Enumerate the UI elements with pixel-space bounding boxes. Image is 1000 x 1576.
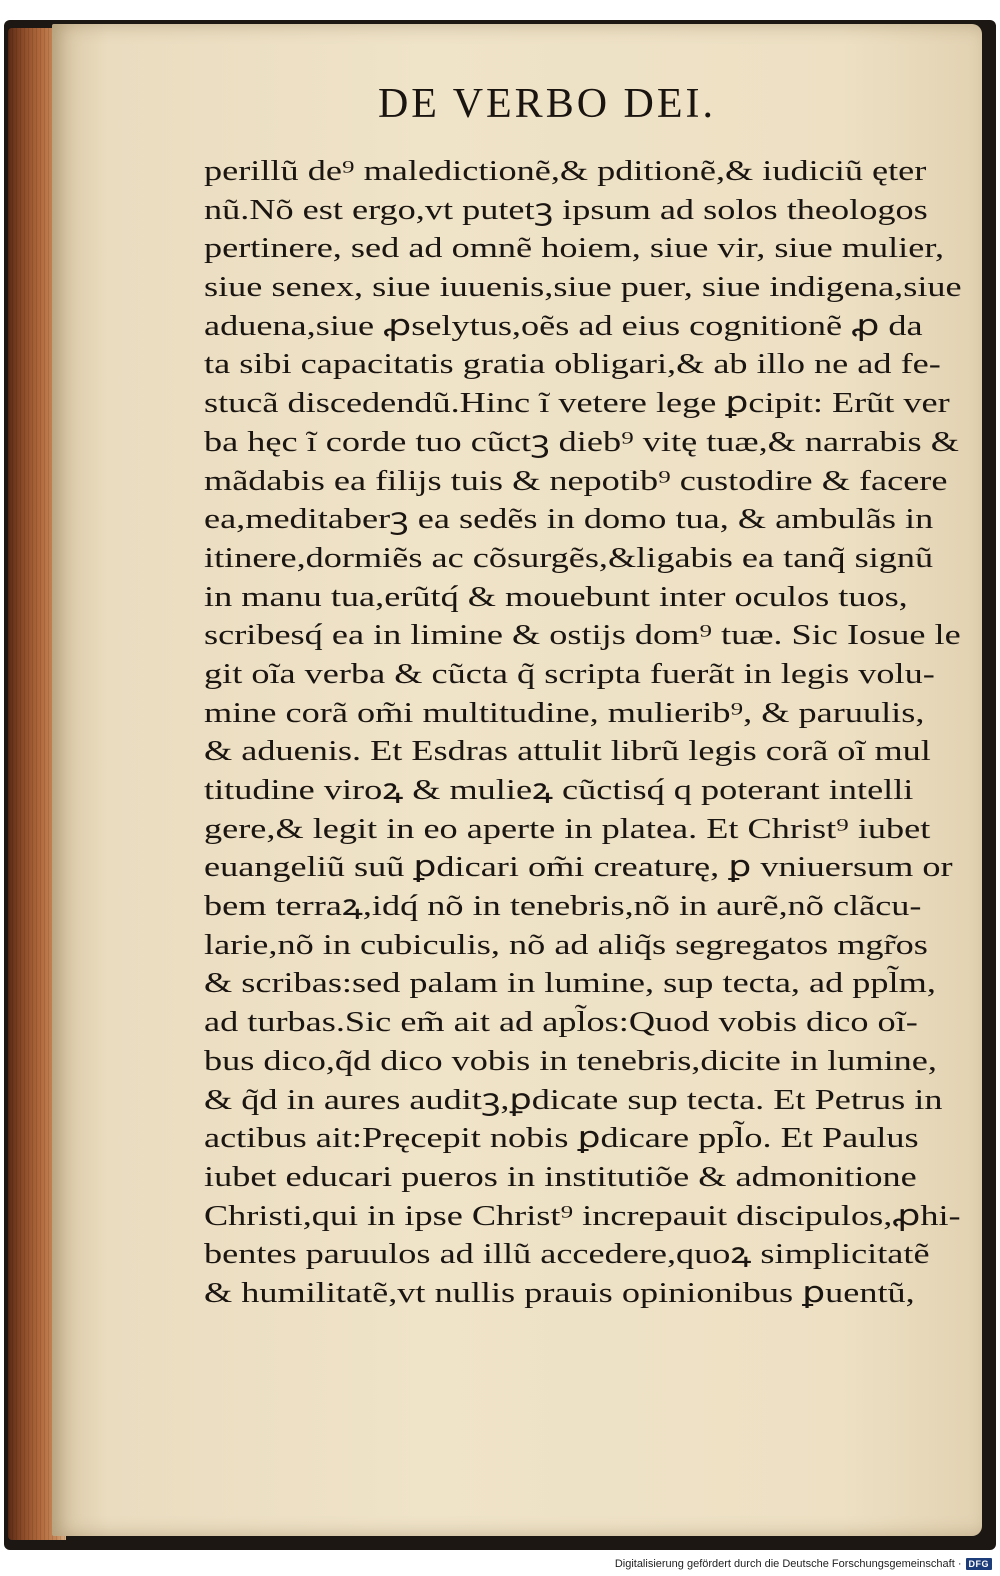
- text-line: & humilitatẽ,vt nullis prauis opinionibus ꝑuentũ,: [204, 1276, 915, 1309]
- text-line: stucã discedendũ.Hinc ĩ vetere lege ꝑcipit: Erũt ver: [204, 387, 950, 420]
- text-line: actibus ait:Pręcepit nobis ꝑdicare ppl̃o. Et Paulus: [204, 1122, 919, 1155]
- text-line: & aduenis. Et Esdras attulit librũ legis corã oĩ mul: [204, 735, 931, 768]
- text-block: [204, 152, 984, 1313]
- text-line: pertinere, sed ad omnẽ hoiem, siue vir, siue mulier,: [204, 232, 945, 265]
- text-line: titudine viroꝝ & mulieꝝ cũctisq́ q poterant intelli: [204, 774, 914, 806]
- text-line: bentes paruulos ad illũ accedere,quoꝝ simplicitatẽ: [204, 1238, 930, 1271]
- text-line: git oĩa verba & cũcta q̃ scripta fuerãt in legis volu-: [204, 657, 935, 690]
- text-line: Christi,qui in ipse Christ⁹ increpauit discipulos,ꝓhi-: [204, 1199, 961, 1232]
- text-line: ta sibi capacitatis gratia obligari,& ab illo ne ad fe-: [204, 348, 941, 381]
- book-page: [52, 24, 982, 1536]
- text-line: ea,meditaberꝫ ea sedẽs in domo tua, & ambulãs in: [204, 503, 934, 536]
- text-line: ba hęc ĩ corde tuo cũctꝫ dieb⁹ vitę tuæ,& narrabis &: [204, 425, 959, 458]
- text-line: in manu tua,erũtq́ & mouebunt inter oculos tuos,: [204, 580, 908, 613]
- text-line: iubet educari pueros in institutiõe & admonitione: [204, 1160, 917, 1193]
- text-line: euangeliũ suũ ꝑdicari om̃i creaturę, ꝑ vniuersum or: [204, 851, 953, 884]
- text-line: & q̃d in aures auditꝫ,ꝑdicate sup tecta. Et Petrus in: [204, 1083, 943, 1116]
- text-line: ad turbas.Sic em̃ ait ad apl̃os:Quod vobis dico oĩ-: [204, 1006, 918, 1039]
- text-line: aduena,siue ꝓselytus,oẽs ad eius cognitionẽ ꝓ da: [204, 309, 923, 342]
- text-line: larie,nõ in cubiculis, nõ ad aliq̃s segregatos mgr̃os: [204, 928, 928, 961]
- text-line: perillũ de⁹ maledictionẽ,& pditionẽ,& iudiciũ ęter: [204, 155, 927, 187]
- text-line: mãdabis ea filijs tuis & nepotib⁹ custodire & facere: [204, 464, 948, 497]
- text-line: nũ.Nõ est ergo,vt putetꝫ ipsum ad solos theologos: [204, 193, 928, 226]
- text-line: scribesq́ ea in limine & ostijs dom⁹ tuæ. Sic Iosue le: [204, 619, 961, 652]
- text-line: bus dico,q̃d dico vobis in tenebris,dicite in lumine,: [204, 1044, 937, 1077]
- digitization-credit: [615, 1558, 992, 1570]
- text-line: gere,& legit in eo aperte in platea. Et Christ⁹ iubet: [204, 812, 931, 845]
- credit-text: Digitalisierung gefördert durch die Deutsche Forschungsgemeinschaft ·: [614, 1558, 962, 1570]
- text-line: itinere,dormiẽs ac cõsurgẽs,&ligabis ea tanq̃ signũ: [204, 541, 934, 574]
- text-line: & scribas:sed palam in lumine, sup tecta, ad ppl̃m,: [204, 967, 936, 1000]
- running-head: DE VERBO DEI.: [377, 81, 717, 127]
- text-line: mine corã om̃i multitudine, mulierib⁹, & paruulis,: [204, 696, 925, 729]
- text-line: siue senex, siue iuuenis,siue puer, siue indigena,siue: [204, 271, 962, 304]
- dfg-logo: DFG: [966, 1558, 993, 1570]
- text-line: bem terraꝝ,idq́ nõ in tenebris,nõ in aurẽ,nõ clãcu-: [204, 890, 922, 923]
